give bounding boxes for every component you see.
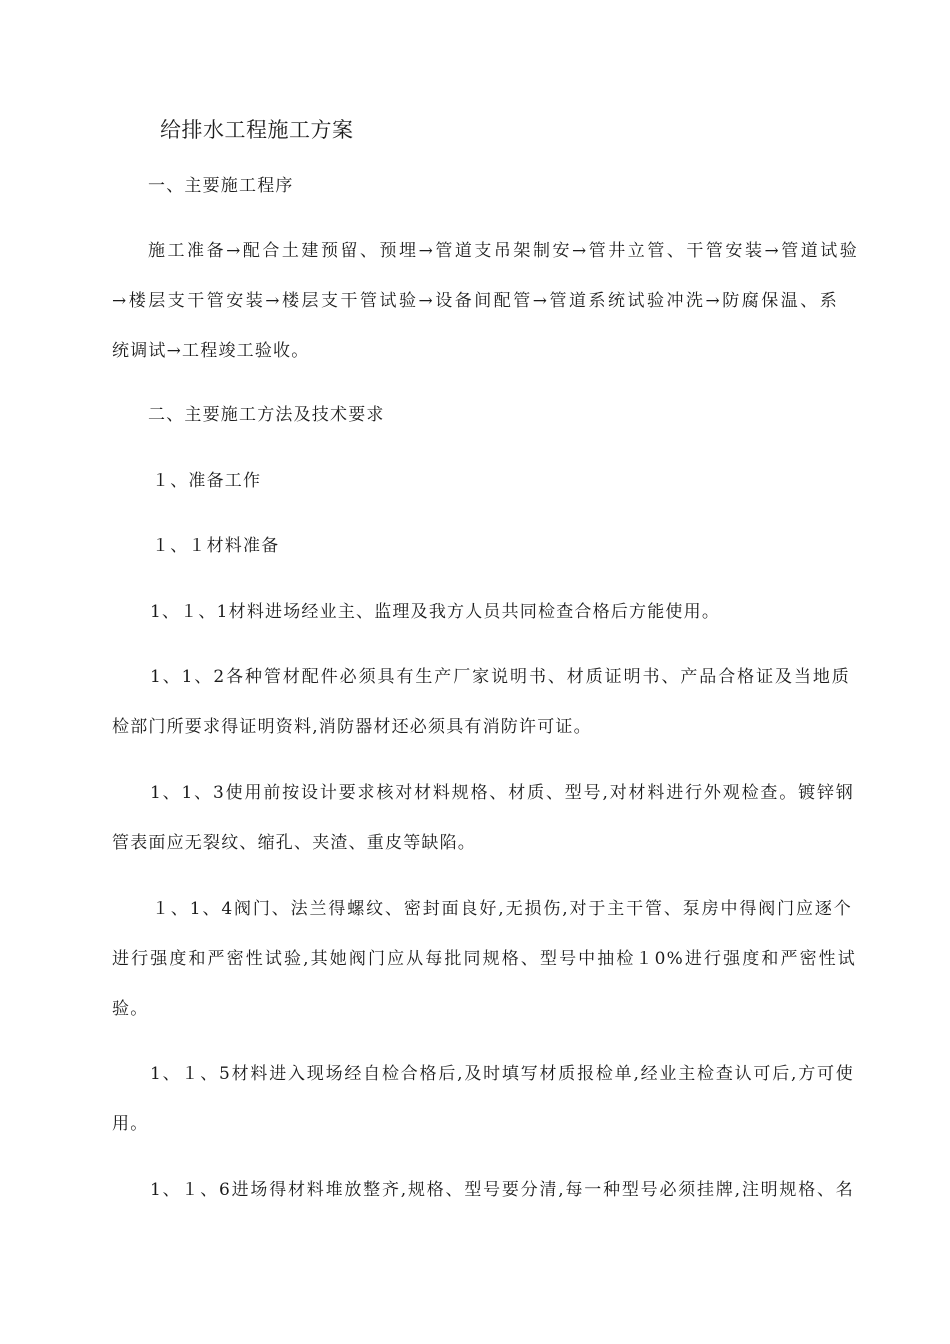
paragraph-line: 用。 [112, 1114, 149, 1134]
section-1-heading: 一、主要施工程序 [148, 176, 294, 196]
section-2-heading: 二、主要施工方法及技术要求 [148, 405, 385, 425]
paragraph-line: 1、1、2各种管材配件必须具有生产厂家说明书、材质证明书、产品合格证及当地质 [150, 667, 850, 687]
subsection-heading: １、准备工作 [152, 471, 262, 491]
subsection-heading: １、１材料准备 [152, 536, 280, 556]
paragraph-line: 管表面应无裂纹、缩孔、夹渣、重皮等缺陷。 [112, 833, 476, 853]
paragraph-line: 统调试→工程竣工验收。 [112, 341, 310, 361]
paragraph-line: 1、１、5材料进入现场经自检合格后,及时填写材质报检单,经业主检查认可后,方可使 [150, 1064, 854, 1084]
paragraph-line: 检部门所要求得证明资料,消防器材还必须具有消防许可证。 [112, 717, 592, 737]
paragraph-line: →楼层支干管安装→楼层支干管试验→设备间配管→管道系统试验冲洗→防腐保温、系 [112, 291, 838, 311]
paragraph-line: １、1、4阀门、法兰得螺纹、密封面良好,无损伤,对于主干管、泵房中得阀门应逐个 [152, 899, 852, 919]
paragraph-line: 进行强度和严密性试验,其她阀门应从每批同规格、型号中抽检１0%进行强度和严密性试 [112, 949, 856, 969]
paragraph-line: 1、１、1材料进场经业主、监理及我方人员共同检查合格后方能使用。 [150, 602, 721, 622]
paragraph-line: 施工准备→配合土建预留、预埋→管道支吊架制安→管井立管、干管安装→管道试验 [148, 241, 858, 261]
paragraph-line: 1、１、6进场得材料堆放整齐,规格、型号要分清,每一种型号必须挂牌,注明规格、名 [150, 1180, 854, 1200]
document-title: 给排水工程施工方案 [160, 118, 354, 142]
paragraph-line: 验。 [112, 999, 149, 1019]
paragraph-line: 1、1、3使用前按设计要求核对材料规格、材质、型号,对材料进行外观检查。镀锌钢 [150, 783, 854, 803]
